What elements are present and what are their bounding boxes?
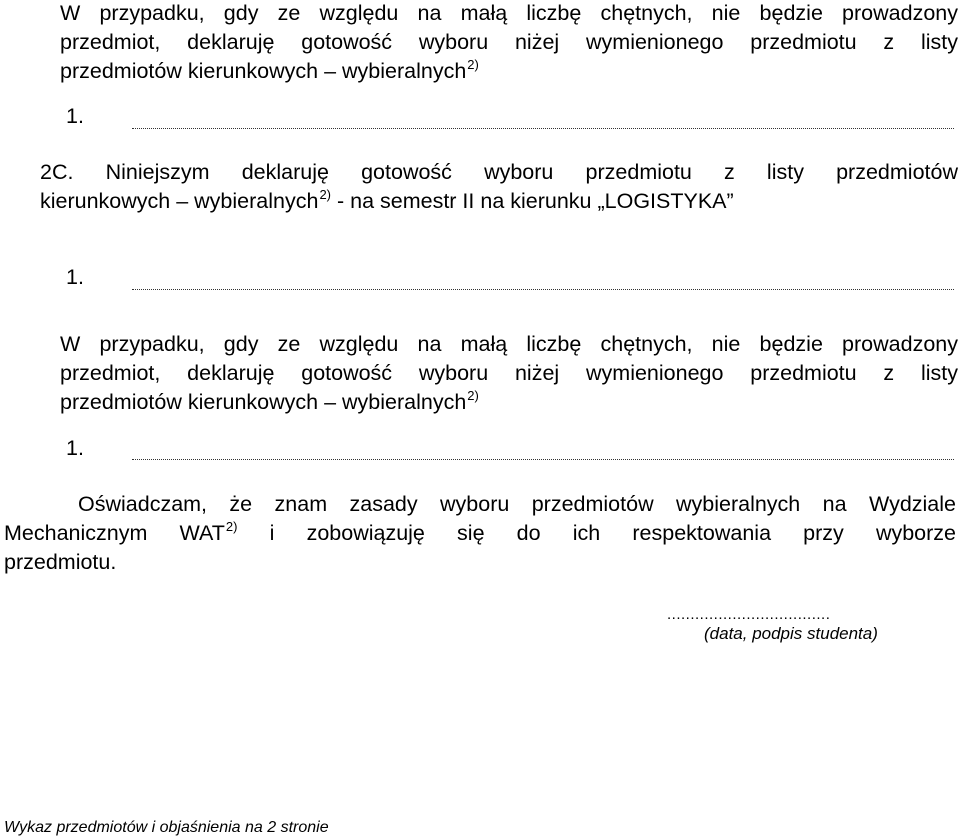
section-2c-label: 2C. [40, 160, 74, 184]
section-a-answer-line[interactable] [132, 128, 954, 129]
declaration-line-2-suffix: i zobowiązuję się do ich respektowania przy wyborze [269, 521, 957, 545]
section-b-line-3-text: przedmiotów kierunkowych – wybieralnych [60, 390, 467, 414]
declaration-line-2-prefix: Mechanicznym WAT [4, 521, 225, 545]
section-2c-line-1-text: Niniejszym deklaruję gotowość wyboru przedmiotu z listy przedmiotów [105, 160, 958, 184]
declaration-line-2 [4, 520, 956, 549]
section-a-line-3 [60, 58, 479, 87]
signature-line[interactable]: ................................... [667, 606, 831, 623]
signature-caption: (data, podpis studenta) [704, 624, 878, 643]
footnote-ref: 2) [319, 187, 331, 202]
section-a-line-3-text: przedmiotów kierunkowych – wybieralnych [60, 59, 467, 83]
section-b-line-1: W przypadku, gdy ze względu na małą liczbę chętnych, nie będzie prowadzony [60, 332, 958, 356]
section-2c-item-number: 1. [66, 265, 84, 289]
declaration-line-1: Oświadczam, że znam zasady wyboru przedmiotów wybieralnych na Wydziale [78, 492, 956, 516]
section-2c-line-2-suffix: - na semestr II na kierunku „LOGISTYKA” [336, 189, 734, 213]
section-b-line-3 [60, 389, 479, 418]
section-b-answer-line[interactable] [132, 459, 954, 460]
section-b-item-number: 1. [66, 436, 84, 460]
footnote-ref: 2) [225, 519, 238, 534]
section-a-line-2: przedmiot, deklaruję gotowość wyboru niżej wymienionego przedmiotu z listy [60, 30, 958, 54]
section-2c-line-2 [40, 188, 734, 217]
declaration-line-3: przedmiotu. [4, 550, 117, 574]
section-a-line-1: W przypadku, gdy ze względu na małą liczbę chętnych, nie będzie prowadzony [60, 1, 958, 25]
section-2c-line-2-prefix: kierunkowych – wybieralnych [40, 189, 319, 213]
section-2c-answer-line[interactable] [132, 289, 954, 290]
section-b-line-2: przedmiot, deklaruję gotowość wyboru niżej wymienionego przedmiotu z listy [60, 361, 958, 385]
section-2c-line-1 [40, 159, 958, 185]
section-a-item-number: 1. [66, 104, 84, 128]
footer-note: Wykaz przedmiotów i objaśnienia na 2 stronie [4, 819, 329, 836]
footnote-ref: 2) [467, 388, 479, 403]
footnote-ref: 2) [467, 57, 479, 72]
